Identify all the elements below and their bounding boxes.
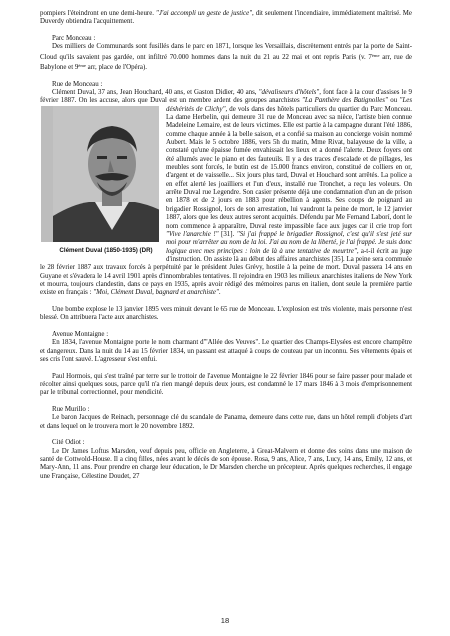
portrait-illustration: [53, 106, 159, 242]
portrait-figure: [40, 106, 160, 262]
section-heading-rue-de-monceau: Rue de Monceau :: [52, 80, 103, 88]
paragraph-bomb: Une bombe explose le 13 janvier 1895 vers minuit devant le 65 rue de Monceau. L'explosion est très violente, mais personne n'est blessé. On attribuera l'acte aux anarchistes.: [40, 305, 412, 322]
section-heading-cite-odiot: Cité Odiot :: [52, 439, 85, 447]
paragraph-allee-des-veuves: En 1834, l'avenue Montaigne porte le nom charmant d'"Allée des Veuves". Le quartier des Champs-Elysées est encore champêtre et dangereux. Dans la nuit du 14 au 15 février 1834, un passant est attaqué à coups de couteau par un inconnu. Ses vêtements épais et ses cris l'ont sauvé. L'agresseur s'est enfui.: [40, 339, 412, 363]
section-heading-rue-murillo: Rue Murillo :: [52, 405, 90, 413]
portrait-caption: Clément Duval (1850-1935) (DR): [59, 246, 153, 254]
intro-quote: "J'ai accompli un geste de justice": [155, 10, 253, 17]
page-number: 18: [220, 616, 230, 625]
paragraph-hormois: Paul Hormois, qui s'est traîné par terre sur le trottoir de l'avenue Montaigne le 22 février 1846 pour se faire passer pour malade et récolter ainsi quelques sous, parce qu'il n'a rien mangé depuis deux jours, est condamné le 17 mars 1846 à 3 mois d'emprisonnement par le tribunal correctionnel, pour mendicité.: [40, 372, 412, 397]
portrait-photo: [41, 106, 159, 242]
paragraph-duval-affair: Clément Duval, 37 ans, Jean Houchard, 40 ans, et Gaston Didier, 40 ans, "dévaliseurs d'hôtels", font face à la cour d'assises le 9 février 1887. On les accuse, alors que Duval est un membre ardent des groupes anarchistes "La Panthère des Batignolles" ou "Les déshérités de Clichy" Clément Duval (1850-1935) (DR) , de vols dans des hôtels particuliers du quartier du Parc Monceau. La dame Herbelin, qui demeure 31 rue de Monceau avec sa nièce, l'artiste bien connue Madeleine Lemaire, est de leurs victimes. Elle est partie à la campagne durant l'été 1886, comme chaque année à la belle saison, et a confié sa maison au concierge voisin nommé Aubert. Mais le 5 octobre 1886, vers 5h du matin, Mme Rivat, balayeuse de la ville, a constaté qu'une épaisse fumée envahissait les lieux et a donné l'alerte. Deux foyers ont été allumés avec le piano et des fauteuils. Il y a des traces d'escalade et de pillages, les meubles sont forcés, le butin est de 15.000 francs environ, constitué de colliers en or, d'argent et de vaisselle... Six jours plus tard, Duval et Houchard sont arrêtés. La police a en effet alerté les joailliers et l'un d'eux, installé rue Tronchet, a reçu les voleurs. On arrête Duval rue Legendre. Son casier présente déjà une condamnation d'un an de prison en 1878 et de 2 jours en 1883 pour rébellion à agents. Ses coups de poignard au brigadier Rossignol, lors de son arrestation, lui vaudront la peine de mort, le 12 janvier 1887, alors que les deux autres seront acquittés. Défendu par Me Fernand Laborí, dont le nom commence à apparaître, Duval reste impassible face aux juges car il crie trop fort "Vive l'anarchie !" [31]. "Si j'ai frappé le brigadier Rossignol, c'est qu'il s'est jeté sur moi pour m'arrêter au nom de la loi. J'ai au nom de la liberté, je l'ai frappé. Je suis donc logique avec mes principes : loin de là à une tentative de meurtre", a-t-il écrit au juge d'instruction. On assiste là au début des affaires anarchistes [35]. La peine sera commuée le 28 février 1887 aux travaux forcés à perpétuité par le président Jules Grévy, hostile à la peine de mort. Duval passera 14 ans en Guyane et s'évadera le 14 avril 1901 après d'innombrables tentatives. Il rejoindra en 1903 les milieux anarchistes italiens de New York et mourra, toujours clandestin, dans ce pays en 1935, après avoir rédigé des mémoires parus en italien, dont seule la première partie existe en français : "Moi, Clément Duval, bagnard et anarchiste".: [40, 89, 413, 297]
document-page: [40, 10, 412, 481]
intro-paragraph: pompiers l'éteindront en une demi-heure. "J'ai accompli un geste de justice", dit seulement l'incendiaire, immédiatement maîtrisé. Me Duverdy obtiendra l'acquittement.: [40, 10, 412, 26]
paragraph-reinach: Le baron Jacques de Reinach, personnage clé du scandale de Panama, demeure dans cette rue, dans un hôtel rempli d'objets d'art et dans lequel on le trouvera mort le 20 novembre 1892.: [40, 414, 412, 430]
section-heading-parc-monceau: Parc Monceau :: [52, 34, 96, 42]
section-heading-avenue-montaigne: Avenue Montaigne :: [52, 330, 109, 338]
paragraph-parc-monceau: Des milliers de Communards sont fusillés dans le parc en 1871, lorsque les Versaillais, discrètement entrés par la porte de Saint-Cloud qu'ils savaient pas gardée, ont infiltré 70.000 hommes dans la nuit du 21 au 22 mai et ont repris Paris (v. 7ème arr, rue de Babylone et 9ème arr, place de l'Opéra).: [40, 43, 412, 72]
paragraph-marsden: Le Dr James Loftus Marsden, veuf depuis peu, officie en Angleterre, à Great-Malvern et donne des soins dans une maison de santé de Cottwold-House. Il a cinq filles, nées avant le décès de son épouse. Rosa, 9 ans, Alice, 7 ans, Lucy, 14 ans, Emily, 12 ans, et Mary-Ann, 11 ans. Pour prendre en charge leur éducation, le Dr Marsden cherche un précepteur. Après quelques recherches, il engage une Française, Célestine Doudet, 27: [40, 447, 412, 480]
